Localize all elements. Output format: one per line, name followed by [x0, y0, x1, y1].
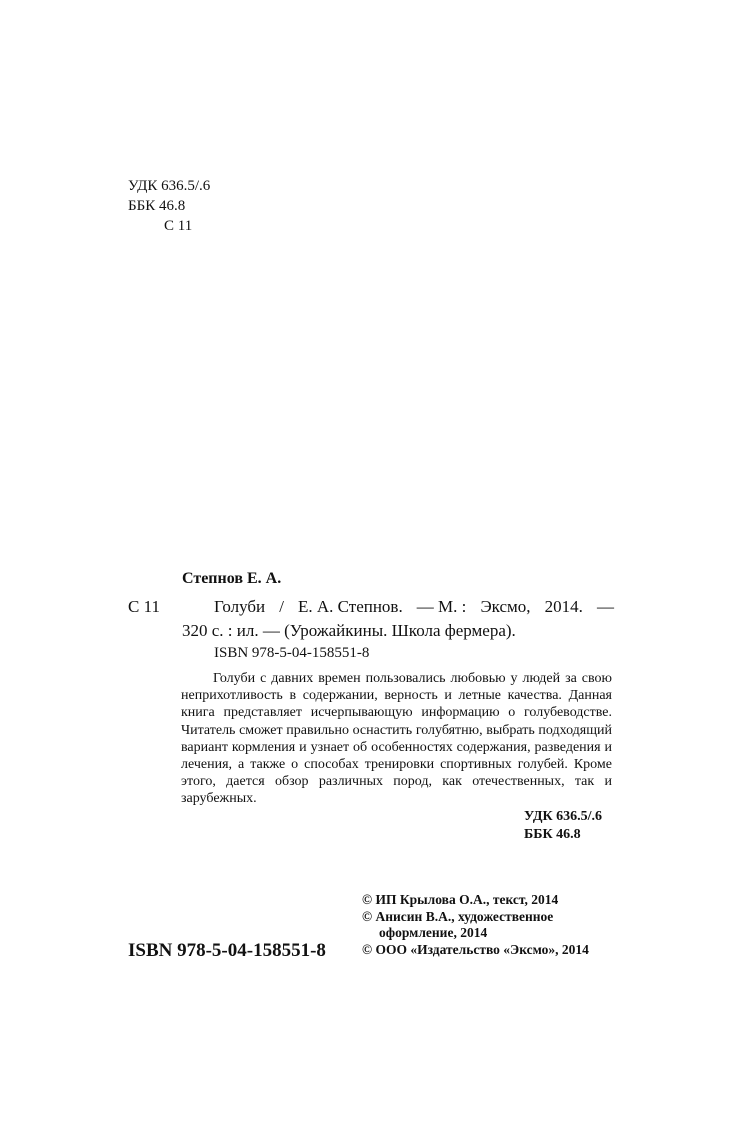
- bib-publisher: Эксмо,: [480, 597, 531, 616]
- bib-line-2: 320 с. : ил. — (Урожайкины. Школа фермера).: [182, 621, 516, 640]
- isbn-record: ISBN 978-5-04-158551-8: [214, 645, 370, 661]
- top-classification: [128, 176, 210, 236]
- bib-dash: —: [596, 597, 614, 616]
- annotation-classification: [524, 808, 602, 844]
- copyright-publisher: © ООО «Издательство «Эксмо», 2014: [362, 941, 589, 957]
- author-sign-left: С 11: [128, 597, 160, 616]
- bib-place: — М. :: [416, 597, 467, 616]
- copyright-text: © ИП Крылова О.А., текст, 2014: [362, 892, 559, 907]
- annotation-bbk: ББК 46.8: [524, 827, 581, 842]
- author-sign: С 11: [164, 218, 193, 234]
- copyright-design-cont: оформление, 2014: [379, 925, 488, 940]
- isbn-footer: ISBN 978-5-04-158551-8: [128, 940, 326, 961]
- bib-line-1: [214, 595, 614, 619]
- annotation-text: Голуби с давних времен пользовались любовью у людей за свою неприхотливость в содержании, верность и летные качества. Данная книга представляет исчерпывающую информацию о голубеводстве. Читатель сможет правильно оснастить голубятню, выбрать подходящий вариант кормления и узнает об особенностях содержания, разведения и лечения, а также о способах тренировки спортивных голубей. Кроме этого, дается обзор различных пород, как отечественных, так и зарубежных.: [181, 671, 612, 807]
- copyright-block: [362, 892, 589, 958]
- copyright-design: © Анисин В.А., художественное: [362, 908, 554, 924]
- bibliographic-description: [182, 595, 614, 643]
- bib-year: 2014.: [544, 597, 583, 616]
- author-heading: Степнов Е. А.: [182, 570, 282, 587]
- bib-author: Е. А. Степнов.: [297, 597, 403, 616]
- bib-title: Голуби: [214, 597, 266, 616]
- bib-slash: /: [279, 597, 284, 616]
- bbk-code: ББК 46.8: [128, 198, 186, 214]
- annotation-udk: УДК 636.5/.6: [524, 809, 603, 824]
- udk-code: УДК 636.5/.6: [128, 178, 211, 194]
